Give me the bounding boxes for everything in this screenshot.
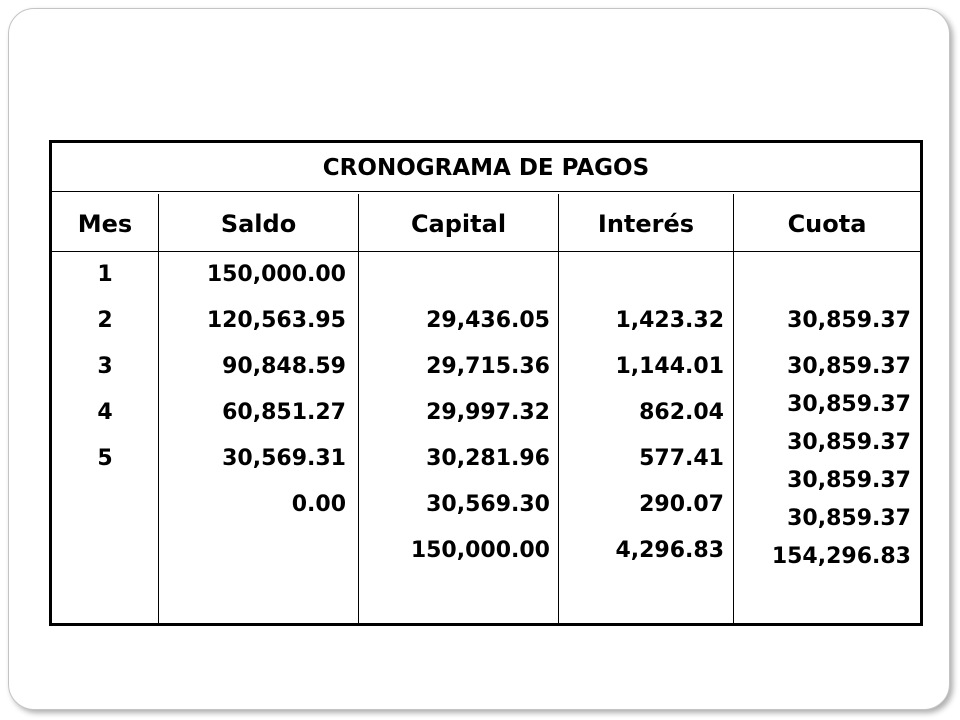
mes-cell: 5 (97, 446, 113, 471)
header-capital: Capital (410, 210, 507, 238)
capital-cell: 30,281.96 (426, 446, 550, 471)
capital-total: 150,000.00 (410, 538, 550, 563)
payment-schedule-table (49, 140, 923, 626)
saldo-cell: 150,000.00 (206, 262, 346, 287)
capital-cell: 29,436.05 (426, 308, 550, 333)
header-cuota: Cuota (787, 210, 867, 238)
interes-cell: 1,423.32 (615, 308, 724, 333)
mes-column (52, 254, 158, 623)
capital-column (359, 254, 550, 623)
interes-cell: 1,144.01 (615, 354, 724, 379)
saldo-column (159, 254, 346, 623)
cuota-total: 154,296.83 (771, 544, 911, 569)
interes-column (559, 254, 724, 623)
slide (8, 8, 950, 710)
saldo-cell: 60,851.27 (222, 400, 346, 425)
saldo-cell: 120,563.95 (206, 308, 346, 333)
mes-cell: 2 (97, 308, 113, 333)
capital-cell: 29,715.36 (426, 354, 550, 379)
saldo-cell: 30,569.31 (222, 446, 346, 471)
cuota-cell: 30,859.37 (787, 392, 911, 417)
header-interes: Interés (597, 210, 695, 238)
cuota-cell: 30,859.37 (787, 354, 911, 379)
capital-cell: 30,569.30 (426, 492, 550, 517)
interes-cell: 862.04 (639, 400, 724, 425)
saldo-cell: 90,848.59 (222, 354, 346, 379)
cuota-cell: 30,859.37 (787, 468, 911, 493)
mes-cell: 1 (97, 262, 113, 287)
interes-total: 4,296.83 (615, 538, 724, 563)
cuota-cell: 30,859.37 (787, 506, 911, 531)
title-divider (52, 191, 920, 192)
cuota-column (734, 254, 911, 623)
header-saldo: Saldo (220, 210, 297, 238)
cuota-cell: 30,859.37 (787, 430, 911, 455)
capital-cell: 29,997.32 (426, 400, 550, 425)
mes-cell: 3 (97, 354, 113, 379)
cuota-cell: 30,859.37 (787, 308, 911, 333)
table-title: CRONOGRAMA DE PAGOS (322, 155, 650, 181)
interes-cell: 290.07 (639, 492, 724, 517)
mes-cell: 4 (97, 400, 113, 425)
header-mes: Mes (77, 210, 133, 238)
interes-cell: 577.41 (639, 446, 724, 471)
saldo-cell: 0.00 (291, 492, 346, 517)
